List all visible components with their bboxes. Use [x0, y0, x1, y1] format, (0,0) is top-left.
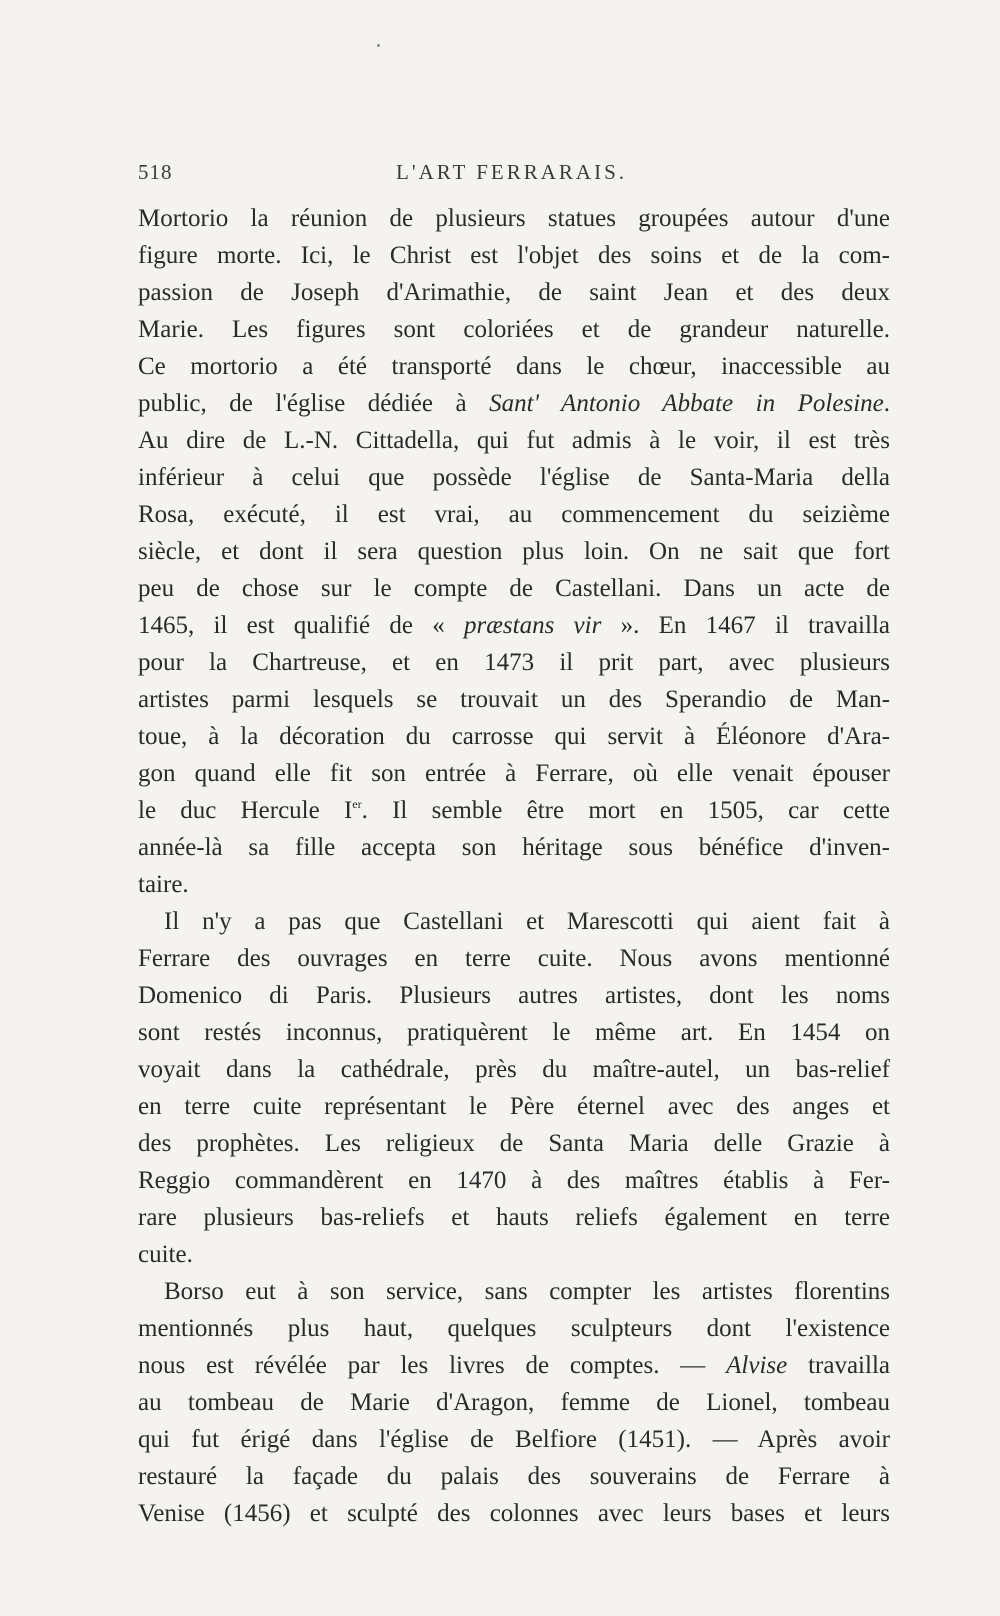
text-line: figure morte. Ici, le Christ est l'objet des soins et de la com- [138, 242, 890, 269]
text-line: le duc Hercule Ier. Il semble être mort en 1505, car cette [138, 797, 891, 824]
text-line: qui fut érigé dans l'église de Belfiore (1451). — Après avoir [138, 1426, 890, 1453]
superscript-er: er [352, 797, 362, 811]
text-line: 1465, il est qualifié de « præstans vir ». En 1467 il travailla [138, 612, 890, 639]
text-line: mentionnés plus haut, quelques sculpteurs dont l'existence [138, 1315, 890, 1342]
text-line: en terre cuite représentant le Père éternel avec des anges et [138, 1093, 890, 1120]
text-line: toue, à la décoration du carrosse qui servit à Éléonore d'Ara- [138, 723, 890, 750]
body-text [138, 200, 890, 1532]
text-line: voyait dans la cathédrale, près du maître-autel, un bas-relief [138, 1056, 890, 1083]
running-head [138, 160, 888, 190]
paragraph-start-line: Borso eut à son service, sans compter les artistes florentins [164, 1278, 890, 1305]
text-line: sont restés inconnus, pratiquèrent le même art. En 1454 on [138, 1019, 890, 1046]
text-line: année-là sa fille accepta son héritage sous bénéfice d'inven- [138, 834, 890, 861]
text-line: artistes parmi lesquels se trouvait un des Sperandio de Man- [138, 686, 890, 713]
text-line: Rosa, exécuté, il est vrai, au commencement du seizième [138, 501, 890, 528]
text-line: cuite. [138, 1241, 193, 1268]
text-line: Ferrare des ouvrages en terre cuite. Nous avons mentionné [138, 945, 890, 972]
text-line: rare plusieurs bas-reliefs et hauts reliefs également en terre [138, 1204, 890, 1231]
text-line: restauré la façade du palais des souverains de Ferrare à [138, 1463, 890, 1490]
text-line: public, de l'église dédiée à Sant' Antonio Abbate in Polesine. [138, 390, 890, 417]
text-line: Mortorio la réunion de plusieurs statues groupées autour d'une [138, 205, 890, 232]
text-line: nous est révélée par les livres de comptes. — Alvise travailla [138, 1352, 890, 1379]
text-line: Venise (1456) et sculpté des colonnes avec leurs bases et leurs [138, 1500, 890, 1527]
text-line: passion de Joseph d'Arimathie, de saint Jean et des deux [138, 279, 890, 306]
text-line: des prophètes. Les religieux de Santa Maria delle Grazie à [138, 1130, 890, 1157]
text-line: Reggio commandèrent en 1470 à des maîtres établis à Fer- [138, 1167, 890, 1194]
text-line: Au dire de L.-N. Cittadella, qui fut admis à le voir, il est très [138, 427, 890, 454]
italic-name-alvise: Alvise [726, 1352, 788, 1379]
running-title: L'ART FERRARAIS. [396, 160, 628, 184]
text-line: Ce mortorio a été transporté dans le chœur, inaccessible au [138, 353, 890, 380]
text-line: pour la Chartreuse, et en 1473 il prit part, avec plusieurs [138, 649, 890, 676]
text-line: taire. [138, 871, 189, 898]
page-number: 518 [138, 160, 173, 184]
text-line: gon quand elle fit son entrée à Ferrare, où elle venait épouser [138, 760, 890, 787]
print-speck [377, 44, 380, 47]
text-line: Marie. Les figures sont coloriées et de grandeur naturelle. [138, 316, 890, 343]
text-line: peu de chose sur le compte de Castellani. Dans un acte de [138, 575, 890, 602]
italic-latin-quote: præstans vir [463, 612, 602, 639]
text-line: au tombeau de Marie d'Aragon, femme de Lionel, tombeau [138, 1389, 890, 1416]
text-line: siècle, et dont il sera question plus loin. On ne sait que fort [138, 538, 890, 565]
paragraph-start-line: Il n'y a pas que Castellani et Marescotti qui aient fait à [164, 908, 890, 935]
text-line: Domenico di Paris. Plusieurs autres artistes, dont les noms [138, 982, 890, 1009]
italic-church-name: Sant' Antonio Abbate in Polesine [489, 390, 884, 417]
text-line: inférieur à celui que possède l'église de Santa-Maria della [138, 464, 890, 491]
